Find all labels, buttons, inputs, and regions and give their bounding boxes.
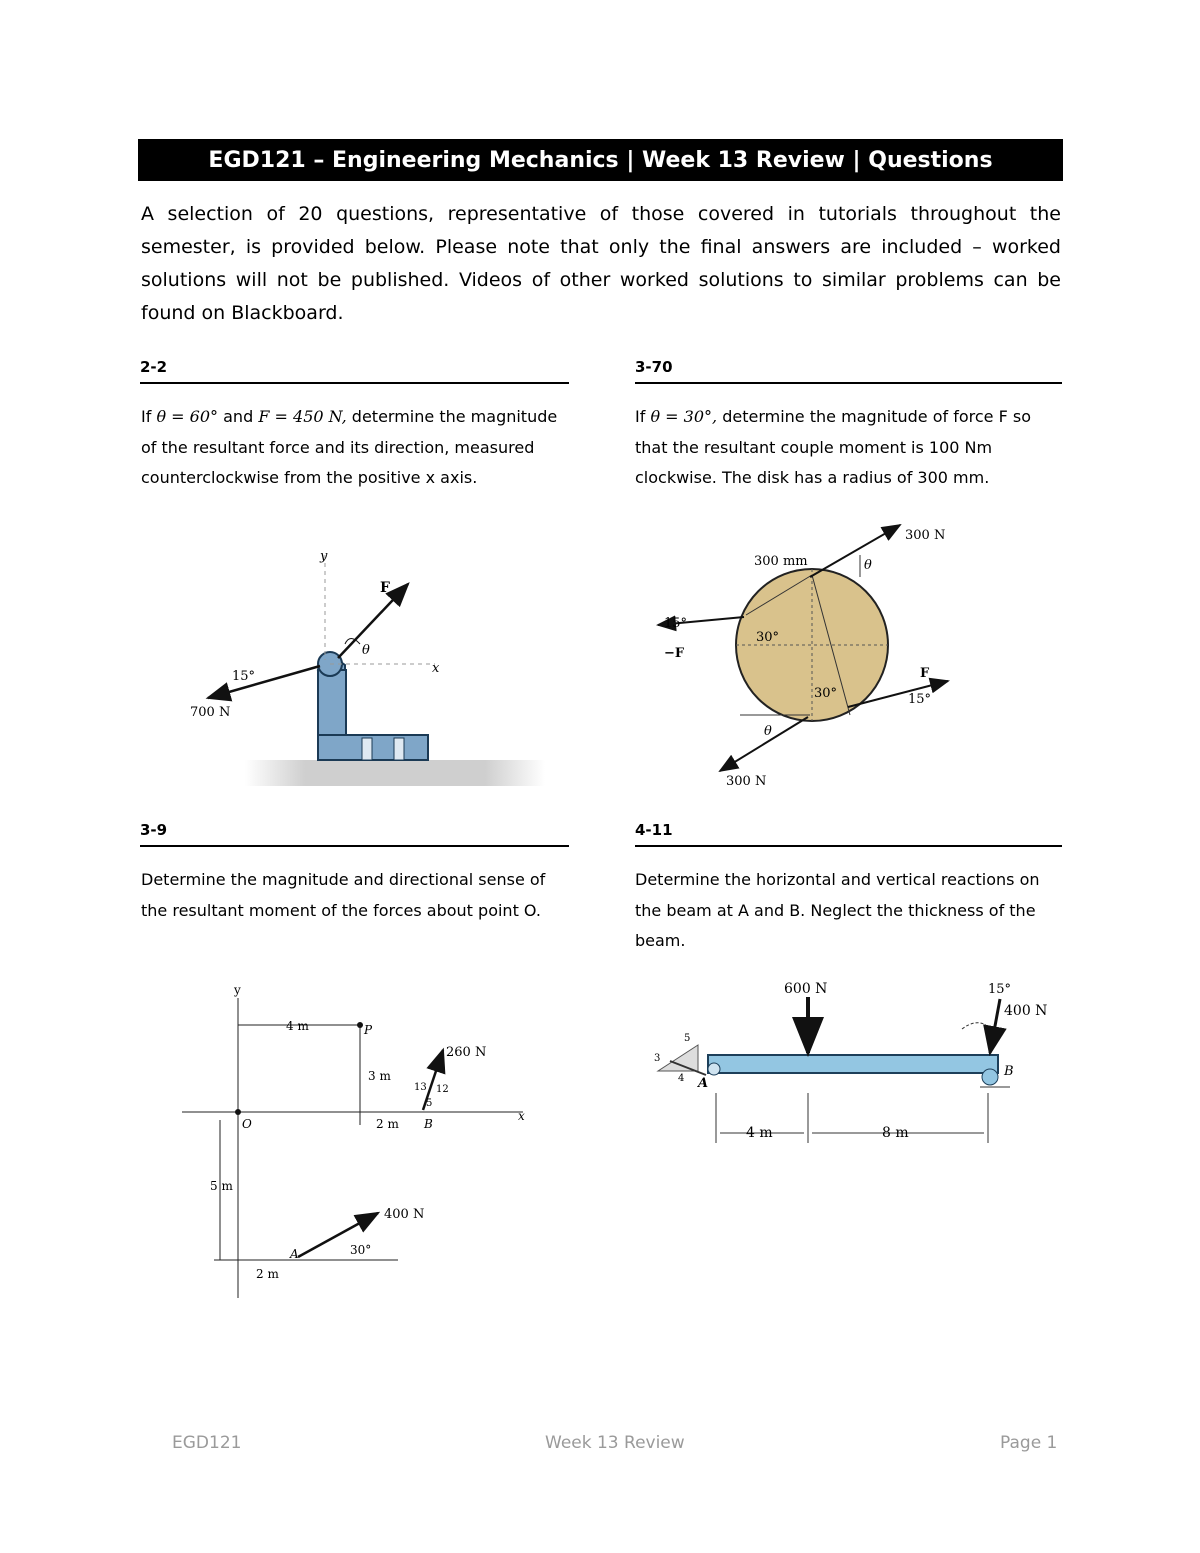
slope-5: 5 [684,1033,691,1044]
figure-2-2 [170,540,550,790]
question-heading-3-9: 3-9 [140,821,569,847]
point-A: A [698,1076,709,1091]
disk [736,569,888,721]
point-P: P [364,1023,373,1037]
question-text-2-2: If θ = 60° and F = 450 N, determine the magnitude of the resultant force and its direction, measured counterclockwise from the positive x axis. [141,407,558,487]
radius-label: 300 mm [754,554,808,569]
slope-4: 4 [678,1073,685,1084]
angle-label-30-upper: 30° [756,630,780,645]
dim-3m: 3 m [368,1069,391,1083]
force-label-bottom: 300 N [726,774,767,789]
force-label-top: 300 N [905,528,946,543]
angle-label-15-left: 15° [664,616,688,631]
axis-label-y: y [320,549,328,564]
intro-paragraph: A selection of 20 questions, representative of those covered in tutorials throughout the semester, is provided below. Please note that only the final answers are included – worked solutions will not be published. Videos of other worked solutions to similar problems can be found on Blackboard. [141,203,1061,324]
force-400N-arrow [990,999,1000,1053]
force-label-600N: 600 N [784,981,828,997]
dim-4m: 4 m [746,1125,773,1141]
force-label-neg-F: −F [664,646,685,661]
point-O: O [242,1117,252,1131]
slope-12: 12 [436,1084,449,1095]
page-title: EGD121 – Engineering Mechanics | Week 13 Review | Questions [138,139,1063,181]
slope-13: 13 [414,1082,427,1093]
question-heading-4-11: 4-11 [635,821,1062,847]
angle-label-theta: θ [362,643,370,658]
point-B: B [1004,1064,1014,1079]
footer-left: EGD121 [172,1433,242,1453]
ground-surface [245,760,545,786]
question-text-4-11: Determine the horizontal and vertical reactions on the beam at A and B. Neglect the thickness of the beam. [635,870,1040,950]
force-300N-top [810,525,900,577]
angle-label-theta-top: θ [864,558,872,573]
point-A: A [290,1247,299,1261]
force-label-260N: 260 N [446,1045,487,1060]
question-heading-2-2: 2-2 [140,358,569,384]
figure-3-9 [178,980,538,1305]
angle-label-theta-bottom: θ [764,724,772,739]
footer-page-number: Page 1 [1000,1433,1058,1453]
axis-label-x: x [518,1109,525,1123]
axis-label-y: y [234,983,241,997]
angle-label-15-right: 15° [908,692,932,707]
force-700N-arrow [208,666,320,698]
slope-5: 5 [426,1098,433,1109]
angle-label-15: 15° [232,669,256,684]
footer-center: Week 13 Review [545,1433,685,1453]
question-heading-3-70: 3-70 [635,358,1062,384]
axis-label-x: x [432,661,440,676]
figure-4-11 [650,975,1060,1155]
dim-2m-right: 2 m [376,1117,399,1131]
force-label-400N: 400 N [1004,1003,1048,1019]
figure-3-70 [650,515,970,795]
dim-4m: 4 m [286,1019,309,1033]
angle-30: 30° [350,1243,372,1257]
point-B: B [424,1117,433,1131]
dim-8m: 8 m [882,1125,909,1141]
beam [708,1055,998,1073]
force-label-F: F [380,580,390,596]
angle-label-30-lower: 30° [814,686,838,701]
question-text-3-9: Determine the magnitude and directional sense of the resultant moment of the forces about point O. [141,870,546,920]
slope-3: 3 [654,1053,661,1064]
dim-5m: 5 m [210,1179,233,1193]
dim-2m-bottom: 2 m [256,1267,279,1281]
force-label-F: F [920,666,930,681]
force-label-700N: 700 N [190,705,231,720]
angle-15: 15° [988,982,1012,997]
force-F-arrow [338,584,408,658]
force-label-400N: 400 N [384,1207,425,1222]
question-text-3-70: If θ = 30°, determine the magnitude of force F so that the resultant couple moment is 100 Nm clockwise. The disk has a radius of 300 mm. [635,407,1031,487]
